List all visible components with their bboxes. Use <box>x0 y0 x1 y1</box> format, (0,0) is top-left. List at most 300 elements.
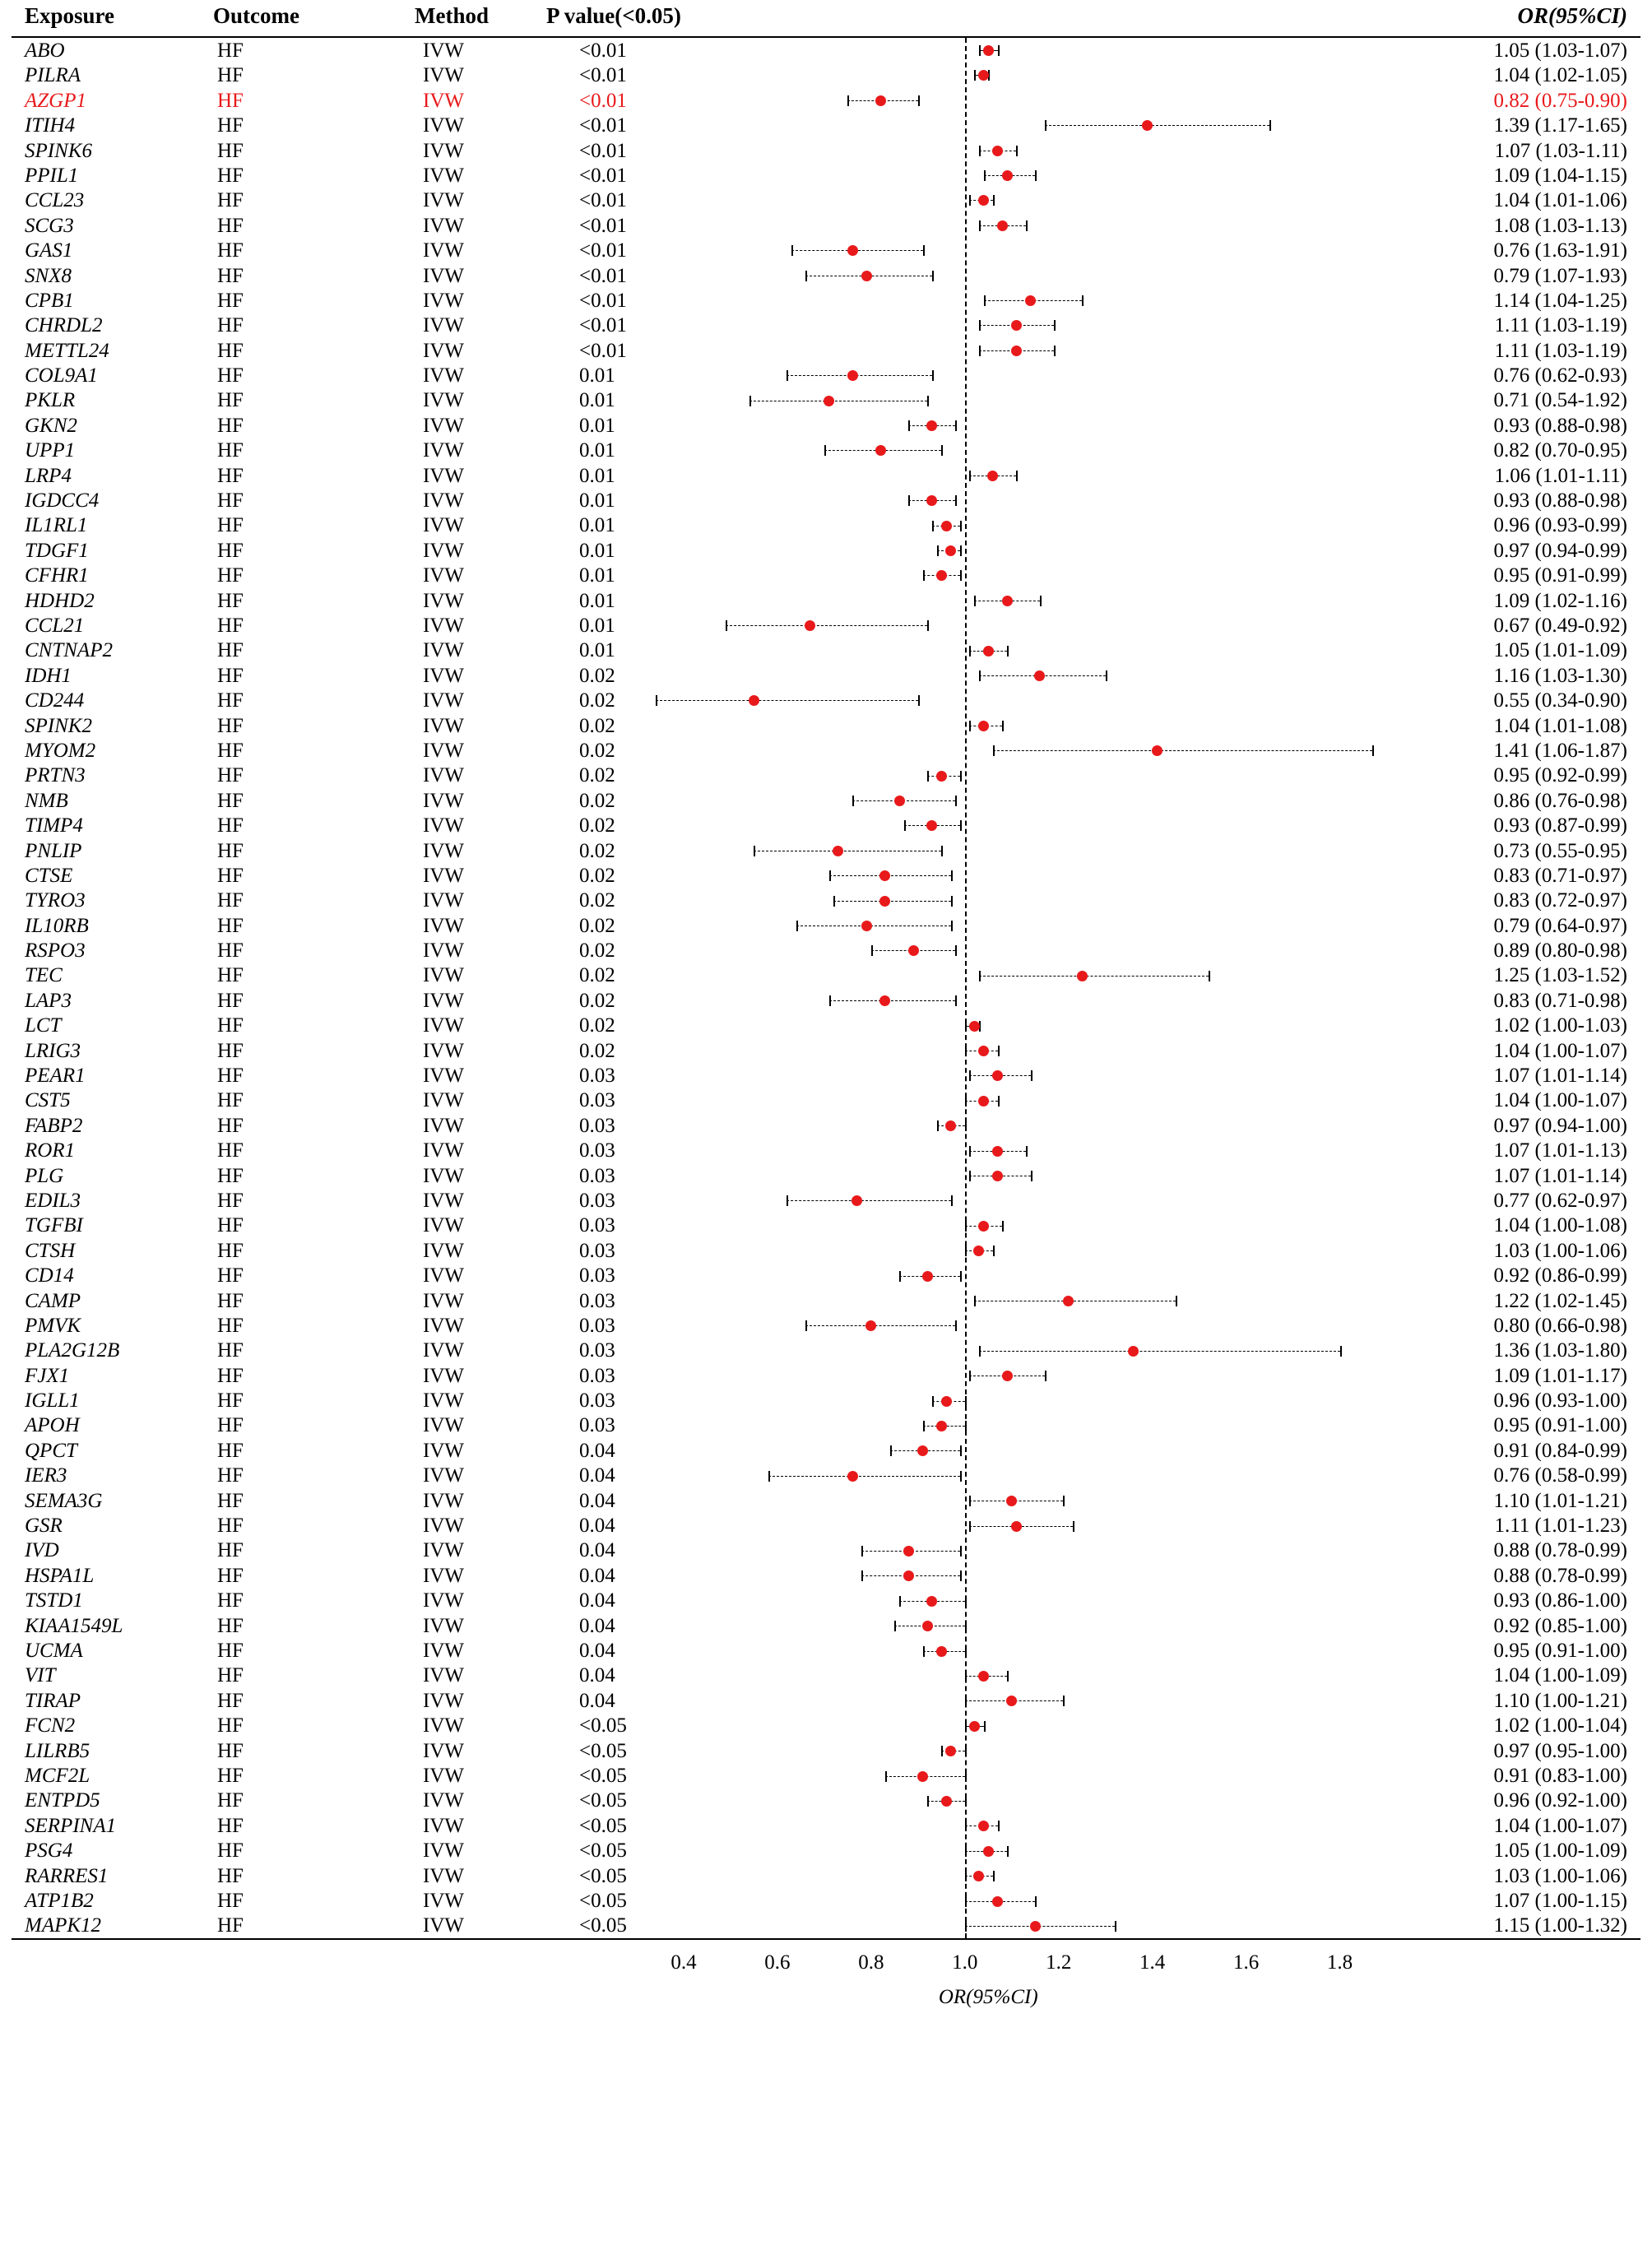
row-pvalue: <0.05 <box>579 1764 627 1787</box>
row-pvalue: 0.03 <box>579 1339 615 1362</box>
row-outcome: HF <box>217 1840 244 1863</box>
row-or-ci: 1.11 (1.03-1.19) <box>1494 339 1627 362</box>
row-pvalue: 0.04 <box>579 1689 615 1712</box>
row-outcome: HF <box>217 89 244 112</box>
row-method: IVW <box>423 564 464 587</box>
row-outcome: HF <box>217 1714 244 1737</box>
row-exposure: IDH1 <box>25 664 72 687</box>
row-exposure: TDGF1 <box>25 539 89 562</box>
row-method: IVW <box>423 314 464 337</box>
row-pvalue: 0.02 <box>579 664 615 687</box>
row-exposure: RARRES1 <box>25 1864 109 1887</box>
row-exposure: CPB1 <box>25 289 74 312</box>
row-method: IVW <box>423 1239 464 1262</box>
table-row <box>12 838 1640 863</box>
row-pvalue: 0.02 <box>579 839 615 862</box>
row-exposure: PMVK <box>25 1314 81 1337</box>
row-or-ci: 1.02 (1.00-1.03) <box>1493 1014 1627 1037</box>
row-method: IVW <box>423 914 464 937</box>
row-or-ci: 1.03 (1.00-1.06) <box>1493 1864 1627 1887</box>
row-pvalue: <0.05 <box>579 1739 627 1762</box>
row-pvalue: 0.01 <box>579 614 615 637</box>
row-outcome: HF <box>217 664 244 687</box>
row-or-ci: 0.95 (0.92-0.99) <box>1493 764 1627 787</box>
row-exposure: GKN2 <box>25 414 77 437</box>
row-outcome: HF <box>217 1389 244 1413</box>
row-outcome: HF <box>217 1439 244 1462</box>
row-outcome: HF <box>217 1339 244 1362</box>
row-exposure: MAPK12 <box>25 1914 102 1937</box>
row-outcome: HF <box>217 239 244 262</box>
row-exposure: APOH <box>25 1414 80 1437</box>
row-method: IVW <box>423 1014 464 1037</box>
row-or-ci: 1.11 (1.03-1.19) <box>1494 314 1627 337</box>
row-method: IVW <box>423 289 464 312</box>
row-method: IVW <box>423 589 464 612</box>
row-pvalue: <0.01 <box>579 114 627 137</box>
table-row <box>12 1713 1640 1737</box>
row-method: IVW <box>423 64 464 87</box>
row-outcome: HF <box>217 189 244 212</box>
row-exposure: MYOM2 <box>25 739 96 762</box>
row-method: IVW <box>423 1389 464 1413</box>
row-exposure: COL9A1 <box>25 364 98 387</box>
row-outcome: HF <box>217 1014 244 1037</box>
row-method: IVW <box>423 1814 464 1837</box>
table-row <box>12 1738 1640 1763</box>
axis-tick-label: 0.4 <box>671 1951 697 1974</box>
row-or-ci: 0.93 (0.88-0.98) <box>1493 414 1627 437</box>
row-method: IVW <box>423 939 464 963</box>
table-row <box>12 1238 1640 1263</box>
row-method: IVW <box>423 1289 464 1312</box>
table-row <box>12 1213 1640 1237</box>
row-exposure: SCG3 <box>25 214 74 237</box>
row-or-ci: 0.95 (0.91-1.00) <box>1493 1640 1627 1662</box>
row-method: IVW <box>423 264 464 287</box>
row-outcome: HF <box>217 989 244 1012</box>
row-exposure: CNTNAP2 <box>25 639 113 662</box>
row-exposure: IGLL1 <box>25 1389 80 1413</box>
axis-tick-label: 1.0 <box>952 1951 978 1974</box>
row-or-ci: 1.05 (1.00-1.09) <box>1493 1840 1627 1863</box>
row-method: IVW <box>423 539 464 562</box>
table-row <box>12 1088 1640 1112</box>
row-method: IVW <box>423 889 464 912</box>
row-pvalue: <0.01 <box>579 239 627 262</box>
row-or-ci: 0.92 (0.86-0.99) <box>1493 1264 1627 1287</box>
row-method: IVW <box>423 1464 464 1487</box>
table-row <box>12 1563 1640 1588</box>
table-row <box>12 613 1640 638</box>
x-axis-label: OR(95%CI) <box>938 1985 1038 2008</box>
row-outcome: HF <box>217 1289 244 1312</box>
row-exposure: SPINK2 <box>25 714 92 737</box>
row-or-ci: 0.73 (0.55-0.95) <box>1493 839 1627 862</box>
row-outcome: HF <box>217 889 244 912</box>
row-pvalue: <0.05 <box>579 1914 627 1937</box>
row-or-ci: 1.07 (1.01-1.13) <box>1493 1139 1627 1162</box>
row-or-ci: 0.93 (0.88-0.98) <box>1493 489 1627 513</box>
row-pvalue: 0.04 <box>579 1539 615 1562</box>
row-outcome: HF <box>217 1039 244 1062</box>
row-pvalue: 0.01 <box>579 414 615 437</box>
row-exposure: TYRO3 <box>25 889 86 912</box>
row-exposure: SNX8 <box>25 264 72 287</box>
table-row <box>12 988 1640 1013</box>
row-outcome: HF <box>217 464 244 487</box>
table-row <box>12 1263 1640 1287</box>
row-outcome: HF <box>217 714 244 737</box>
row-method: IVW <box>423 1739 464 1762</box>
row-method: IVW <box>423 614 464 637</box>
row-exposure: LILRB5 <box>25 1739 90 1762</box>
row-exposure: CAMP <box>25 1289 81 1312</box>
row-pvalue: 0.03 <box>579 1089 615 1112</box>
row-method: IVW <box>423 1689 464 1712</box>
row-exposure: PLA2G12B <box>25 1339 120 1362</box>
row-method: IVW <box>423 1089 464 1112</box>
row-outcome: HF <box>217 539 244 562</box>
row-pvalue: 0.02 <box>579 939 615 963</box>
table-row <box>12 1913 1640 1937</box>
row-or-ci: 1.10 (1.01-1.21) <box>1493 1489 1627 1512</box>
row-outcome: HF <box>217 1515 244 1538</box>
row-exposure: CTSE <box>25 864 73 887</box>
table-row <box>12 913 1640 938</box>
table-row <box>12 1513 1640 1538</box>
row-or-ci: 0.83 (0.71-0.97) <box>1493 864 1627 887</box>
row-exposure: HSPA1L <box>25 1564 95 1587</box>
table-row <box>12 1413 1640 1437</box>
row-or-ci: 0.97 (0.94-1.00) <box>1493 1114 1627 1137</box>
row-or-ci: 0.93 (0.87-0.99) <box>1493 814 1627 837</box>
row-pvalue: 0.01 <box>579 589 615 612</box>
row-pvalue: <0.01 <box>579 139 627 162</box>
table-row <box>12 1113 1640 1138</box>
row-pvalue: <0.01 <box>579 264 627 287</box>
row-or-ci: 1.04 (1.01-1.08) <box>1493 714 1627 737</box>
table-row <box>12 1288 1640 1313</box>
row-exposure: GAS1 <box>25 239 73 262</box>
row-exposure: FCN2 <box>25 1714 76 1737</box>
row-method: IVW <box>423 1439 464 1462</box>
row-method: IVW <box>423 189 464 212</box>
table-row <box>12 1613 1640 1638</box>
row-outcome: HF <box>217 214 244 237</box>
row-pvalue: 0.01 <box>579 564 615 587</box>
row-method: IVW <box>423 1489 464 1512</box>
row-method: IVW <box>423 989 464 1012</box>
row-method: IVW <box>423 664 464 687</box>
row-exposure: UPP1 <box>25 439 76 462</box>
table-row <box>12 113 1640 137</box>
row-method: IVW <box>423 1114 464 1137</box>
row-outcome: HF <box>217 964 244 987</box>
row-exposure: NMB <box>25 789 68 812</box>
row-pvalue: 0.03 <box>579 1239 615 1262</box>
row-or-ci: 1.08 (1.03-1.13) <box>1493 214 1627 237</box>
row-exposure: SERPINA1 <box>25 1814 117 1837</box>
row-pvalue: 0.02 <box>579 714 615 737</box>
row-exposure: ATP1B2 <box>25 1889 94 1912</box>
row-exposure: TGFBI <box>25 1214 83 1237</box>
row-outcome: HF <box>217 1564 244 1587</box>
row-pvalue: 0.04 <box>579 1489 615 1512</box>
table-row <box>12 713 1640 738</box>
row-outcome: HF <box>217 1464 244 1487</box>
row-method: IVW <box>423 164 464 187</box>
row-pvalue: <0.05 <box>579 1814 627 1837</box>
row-pvalue: 0.01 <box>579 514 615 537</box>
row-method: IVW <box>423 1564 464 1587</box>
row-method: IVW <box>423 1640 464 1662</box>
table-row <box>12 763 1640 787</box>
row-exposure: PKLR <box>25 389 76 412</box>
row-method: IVW <box>423 89 464 112</box>
row-pvalue: 0.04 <box>579 1564 615 1587</box>
row-exposure: LRP4 <box>25 464 72 487</box>
table-row <box>12 288 1640 313</box>
row-outcome: HF <box>217 1414 244 1437</box>
row-outcome: HF <box>217 1239 244 1262</box>
row-pvalue: 0.02 <box>579 1039 615 1062</box>
row-method: IVW <box>423 39 464 62</box>
row-method: IVW <box>423 789 464 812</box>
row-or-ci: 0.83 (0.71-0.98) <box>1493 989 1627 1012</box>
row-method: IVW <box>423 639 464 662</box>
row-outcome: HF <box>217 1864 244 1887</box>
row-outcome: HF <box>217 764 244 787</box>
table-row <box>12 1888 1640 1913</box>
row-exposure: TIRAP <box>25 1689 81 1712</box>
row-or-ci: 1.15 (1.00-1.32) <box>1493 1914 1627 1937</box>
row-outcome: HF <box>217 1114 244 1137</box>
row-method: IVW <box>423 1189 464 1212</box>
row-outcome: HF <box>217 364 244 387</box>
table-row <box>12 1163 1640 1188</box>
row-or-ci: 1.07 (1.01-1.14) <box>1493 1164 1627 1187</box>
row-method: IVW <box>423 1889 464 1912</box>
row-exposure: IER3 <box>25 1464 67 1487</box>
row-or-ci: 1.04 (1.02-1.05) <box>1493 64 1627 87</box>
row-pvalue: 0.03 <box>579 1189 615 1212</box>
row-exposure: CD14 <box>25 1264 74 1287</box>
row-pvalue: 0.02 <box>579 914 615 937</box>
row-outcome: HF <box>217 589 244 612</box>
row-exposure: ENTPD5 <box>25 1789 100 1812</box>
axis-tick-label: 1.8 <box>1326 1951 1353 1974</box>
row-method: IVW <box>423 964 464 987</box>
row-pvalue: 0.01 <box>579 639 615 662</box>
table-row <box>12 363 1640 387</box>
row-exposure: LRIG3 <box>25 1039 81 1062</box>
row-method: IVW <box>423 389 464 412</box>
row-pvalue: <0.05 <box>579 1789 627 1812</box>
row-pvalue: <0.01 <box>579 214 627 237</box>
row-exposure: IGDCC4 <box>25 489 100 513</box>
table-row <box>12 387 1640 412</box>
table-row <box>12 188 1640 212</box>
row-outcome: HF <box>217 114 244 137</box>
row-or-ci: 0.91 (0.84-0.99) <box>1493 1439 1627 1462</box>
row-method: IVW <box>423 814 464 837</box>
row-method: IVW <box>423 1414 464 1437</box>
row-exposure: SPINK6 <box>25 139 92 162</box>
row-exposure: PPIL1 <box>25 164 79 187</box>
row-or-ci: 0.86 (0.76-0.98) <box>1493 789 1627 812</box>
table-row <box>12 738 1640 763</box>
row-exposure: CCL23 <box>25 189 85 212</box>
row-or-ci: 0.71 (0.54-1.92) <box>1493 389 1627 412</box>
row-outcome: HF <box>217 139 244 162</box>
row-method: IVW <box>423 1039 464 1062</box>
row-method: IVW <box>423 764 464 787</box>
row-exposure: IL10RB <box>25 914 89 937</box>
axis-tick-label: 1.2 <box>1046 1951 1072 1974</box>
row-outcome: HF <box>217 564 244 587</box>
table-row <box>12 938 1640 963</box>
row-outcome: HF <box>217 864 244 887</box>
row-method: IVW <box>423 1789 464 1812</box>
row-pvalue: <0.05 <box>579 1864 627 1887</box>
forest-rows <box>12 38 1640 1940</box>
row-method: IVW <box>423 364 464 387</box>
row-exposure: TIMP4 <box>25 814 83 837</box>
row-or-ci: 1.07 (1.03-1.11) <box>1494 139 1627 162</box>
table-row <box>12 138 1640 163</box>
table-row <box>12 1588 1640 1612</box>
row-method: IVW <box>423 139 464 162</box>
row-exposure: PEAR1 <box>25 1065 86 1088</box>
row-pvalue: 0.01 <box>579 539 615 562</box>
row-pvalue: <0.01 <box>579 189 627 212</box>
row-pvalue: 0.01 <box>579 364 615 387</box>
row-outcome: HF <box>217 814 244 837</box>
row-or-ci: 1.09 (1.02-1.16) <box>1493 589 1627 612</box>
row-exposure: KIAA1549L <box>25 1614 123 1637</box>
row-exposure: UCMA <box>25 1640 83 1662</box>
row-or-ci: 1.25 (1.03-1.52) <box>1493 964 1627 987</box>
row-method: IVW <box>423 1840 464 1863</box>
row-method: IVW <box>423 1614 464 1637</box>
axis-tick-label: 1.4 <box>1139 1951 1166 1974</box>
x-axis <box>12 1940 1640 2014</box>
row-pvalue: 0.04 <box>579 1614 615 1637</box>
table-row <box>12 488 1640 513</box>
row-outcome: HF <box>217 1789 244 1812</box>
row-outcome: HF <box>217 289 244 312</box>
row-or-ci: 0.67 (0.49-0.92) <box>1493 614 1627 637</box>
row-or-ci: 0.97 (0.95-1.00) <box>1493 1739 1627 1762</box>
table-row <box>12 1463 1640 1487</box>
table-row <box>12 1338 1640 1362</box>
row-outcome: HF <box>217 939 244 963</box>
row-pvalue: 0.02 <box>579 789 615 812</box>
row-pvalue: 0.02 <box>579 864 615 887</box>
table-row <box>12 663 1640 688</box>
table-row <box>12 1838 1640 1863</box>
table-row <box>12 1688 1640 1713</box>
row-pvalue: 0.04 <box>579 1640 615 1662</box>
row-pvalue: 0.01 <box>579 464 615 487</box>
table-row <box>12 1138 1640 1162</box>
row-pvalue: <0.01 <box>579 339 627 362</box>
table-row <box>12 1363 1640 1388</box>
row-method: IVW <box>423 1539 464 1562</box>
row-outcome: HF <box>217 789 244 812</box>
table-row <box>12 1313 1640 1338</box>
row-pvalue: 0.02 <box>579 989 615 1012</box>
row-or-ci: 0.96 (0.93-0.99) <box>1493 514 1627 537</box>
row-or-ci: 0.83 (0.72-0.97) <box>1493 889 1627 912</box>
row-exposure: CCL21 <box>25 614 85 637</box>
table-row <box>12 813 1640 837</box>
row-pvalue: 0.04 <box>579 1515 615 1538</box>
table-row <box>12 1788 1640 1812</box>
table-row <box>12 263 1640 288</box>
row-method: IVW <box>423 464 464 487</box>
row-exposure: PNLIP <box>25 839 82 862</box>
table-row <box>12 1013 1640 1037</box>
row-or-ci: 1.02 (1.00-1.04) <box>1493 1714 1627 1737</box>
row-pvalue: 0.03 <box>579 1065 615 1088</box>
row-outcome: HF <box>217 1364 244 1387</box>
row-pvalue: 0.04 <box>579 1664 615 1687</box>
table-row <box>12 1188 1640 1213</box>
row-outcome: HF <box>217 389 244 412</box>
row-outcome: HF <box>217 614 244 637</box>
row-or-ci: 0.82 (0.70-0.95) <box>1493 439 1627 462</box>
row-exposure: CFHR1 <box>25 564 89 587</box>
row-method: IVW <box>423 1364 464 1387</box>
row-outcome: HF <box>217 1065 244 1088</box>
row-method: IVW <box>423 1515 464 1538</box>
row-pvalue: 0.03 <box>579 1414 615 1437</box>
row-pvalue: 0.04 <box>579 1589 615 1612</box>
row-or-ci: 1.04 (1.01-1.06) <box>1493 189 1627 212</box>
row-exposure: ITIH4 <box>25 114 76 137</box>
table-row <box>12 463 1640 488</box>
row-or-ci: 0.91 (0.83-1.00) <box>1493 1764 1627 1787</box>
table-row <box>12 438 1640 462</box>
row-method: IVW <box>423 1065 464 1088</box>
row-or-ci: 0.88 (0.78-0.99) <box>1493 1539 1627 1562</box>
table-row <box>12 538 1640 563</box>
row-or-ci: 0.95 (0.91-0.99) <box>1493 564 1627 587</box>
axis-tick-label: 0.6 <box>764 1951 791 1974</box>
table-row <box>12 1538 1640 1562</box>
row-pvalue: 0.02 <box>579 889 615 912</box>
row-or-ci: 0.76 (0.58-0.99) <box>1493 1464 1627 1487</box>
row-outcome: HF <box>217 339 244 362</box>
row-exposure: METTL24 <box>25 339 109 362</box>
row-exposure: ABO <box>25 39 65 62</box>
row-outcome: HF <box>217 1089 244 1112</box>
table-row <box>12 313 1640 337</box>
row-or-ci: 0.89 (0.80-0.98) <box>1493 939 1627 963</box>
row-exposure: IVD <box>25 1539 59 1562</box>
row-exposure: CD244 <box>25 689 85 712</box>
row-pvalue: <0.01 <box>579 164 627 187</box>
row-exposure: TEC <box>25 964 63 987</box>
table-row <box>12 38 1640 63</box>
row-outcome: HF <box>217 1689 244 1712</box>
table-row <box>12 1063 1640 1088</box>
table-row <box>12 1488 1640 1513</box>
row-or-ci: 0.82 (0.75-0.90) <box>1493 89 1627 112</box>
row-or-ci: 1.07 (1.01-1.14) <box>1493 1065 1627 1088</box>
